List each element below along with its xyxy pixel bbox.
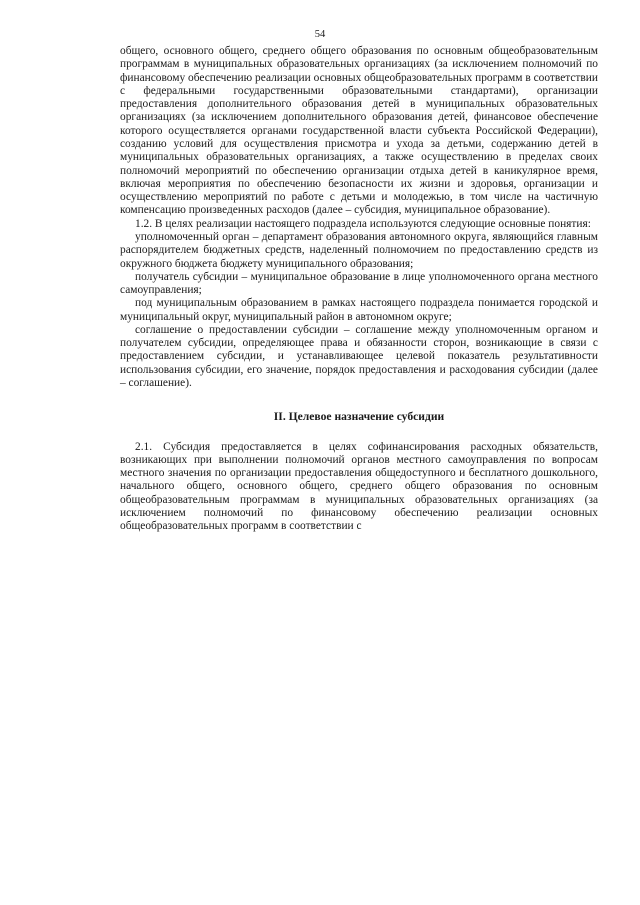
page-number: 54 — [314, 29, 326, 40]
document-body — [120, 45, 598, 534]
paragraph-2-1: 2.1. Субсидия предоставляется в целях софинансирования расходных обязательств, возникающих при выполнении полномочий органов местного самоуправления по вопросам местного значения по организации предоставления общедоступного и бесплатного дошкольного, начального общего, основного общего, среднего общего образования по основным общеобразовательным программам в муниципальных образовательных организациях (за исключением полномочий по финансовому обеспечению реализации основных общеобразовательных программ в соответствии с — [120, 440, 598, 533]
section-heading: II. Целевое назначение субсидии — [273, 410, 445, 424]
definition-agreement: соглашение о предоставлении субсидии – соглашение между уполномоченным органом и получателем субсидии, определяющее права и обязанности сторон, возникающие в связи с предоставлением субсидии, и устанавливающее целевой показатель результативности использования субсидии, его значение, порядок предоставления и расходования субсидии (далее – соглашение). — [120, 323, 598, 390]
continuation-paragraph: общего, основного общего, среднего общего образования по основным общеобразовательным программам в муниципальных образовательных организациях (за исключением полномочий по финансовому обеспечению реализации основных общеобразовательных программ в соответствии с федеральными государственными образовательными стандартами), организации предоставления дополнительного образования детей в муниципальных образовательных организациях (за исключением дополнительного образования детей, финансовое обеспечение которого осуществляется органами государственной власти субъекта Российской Федерации), созданию условий для осуществления присмотра и ухода за детьми, содержанию детей в муниципальных образовательных организациях, а также осуществлению в пределах своих полномочий мероприятий по обеспечению организации отдыха детей в каникулярное время, включая мероприятия по обеспечению безопасности их жизни и здоровья, организации и осуществлению мероприятий по работе с детьми и молодежью, в том числе на частичную компенсацию произведенных расходов (далее – субсидия, муниципальное образование). — [120, 45, 598, 217]
paragraph-1-2: 1.2. В целях реализации настоящего подраздела используются следующие основные понятия: — [135, 217, 591, 230]
definition-recipient: получатель субсидии – муниципальное образование в лице уполномоченного органа местного самоуправления; — [120, 270, 598, 297]
definition-authorized-body: уполномоченный орган – департамент образования автономного округа, являющийся главным распорядителем бюджетных средств, наделенный полномочием по предоставлению средств из окружного бюджета бюджету муниципального образования; — [120, 230, 598, 270]
definition-municipality: под муниципальным образованием в рамках настоящего подраздела понимается городской и муниципальный округ, муниципальный район в автономном округе; — [120, 297, 598, 323]
